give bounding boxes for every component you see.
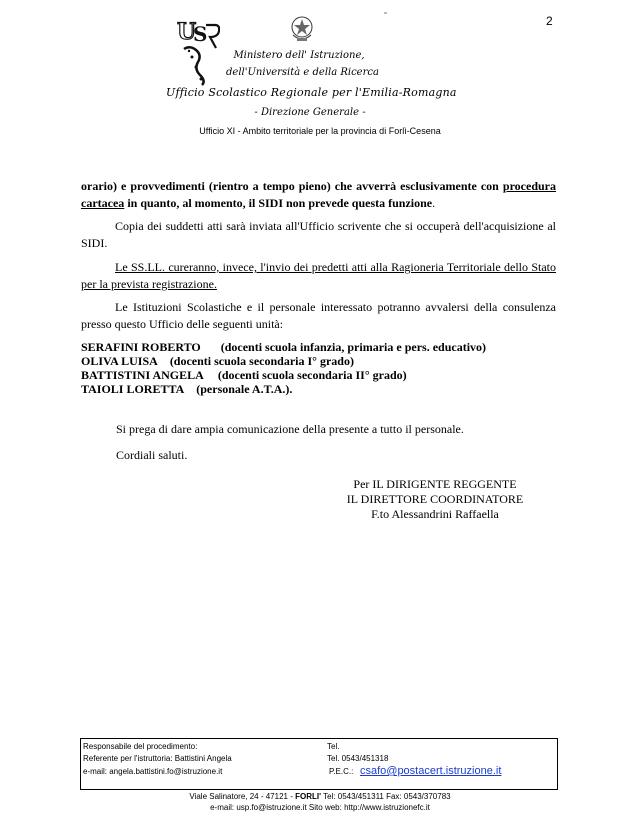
contact-name: BATTISTINI ANGELA: [81, 368, 204, 382]
referent-email[interactable]: e-mail: angela.battistini.fo@istruzione.it: [83, 767, 223, 776]
paragraph-procedure-text-2: in quanto, al momento, il SIDI non prevede questa funzione: [124, 196, 433, 210]
address-phone-fax: Tel: 0543/451311 Fax: 0543/370783: [321, 792, 451, 801]
responsible-label: Responsabile del procedimento:: [83, 742, 198, 751]
svg-text:S: S: [193, 22, 208, 46]
contact-name: TAIOLI LORETTA: [81, 382, 185, 396]
paragraph-ragioneria: Le SS.LL. cureranno, invece, l'invio dei predetti atti alla Ragioneria Territoriale dello Stato per la prevista registrazione.: [81, 260, 556, 291]
svg-text:U: U: [177, 19, 197, 45]
contact-name: OLIVA LUISA: [81, 354, 158, 368]
header-general-direction: - Direzione Generale -: [254, 107, 366, 118]
page-number: 2: [546, 14, 553, 28]
signature-line2: IL DIRETTORE COORDINATORE: [346, 492, 524, 506]
tel-label: Tel.: [327, 742, 340, 751]
header-regional-office: Ufficio Scolastico Regionale per l'Emilia-Romagna: [166, 86, 457, 99]
contact-row: [81, 340, 486, 354]
contact-row: [81, 354, 354, 368]
paragraph-consulenza: Le Istituzioni Scolastiche e il personale interessato potranno avvalersi della consulenza presso questo Ufficio delle seguenti unità:: [81, 300, 556, 331]
paragraph-copy: Copia dei suddetti atti sarà inviata all'Ufficio scrivente che si occuperà dell'acquisizione al SIDI.: [81, 219, 556, 250]
italian-republic-emblem: [290, 15, 314, 43]
pec-label: P.E.C.:: [329, 767, 354, 776]
pec-email-link[interactable]: csafo@postacert.istruzione.it: [359, 765, 502, 777]
paragraph-procedure-end: .: [432, 196, 436, 210]
header-university: dell'Università e della Ricerca: [226, 67, 379, 78]
scan-mark: [384, 12, 387, 14]
contact-role: (personale A.T.A.).: [196, 382, 293, 396]
contact-role: (docenti scuola secondaria II° grado): [217, 368, 407, 382]
address-city: FORLI': [295, 792, 321, 801]
signature-line3: F.to Alessandrini Raffaella: [371, 507, 499, 521]
contact-name: SERAFINI ROBERTO: [81, 340, 201, 354]
paragraph-communication: Si prega di dare ampia comunicazione della presente a tutto il personale.: [116, 422, 464, 436]
underlined-cartacea: cartacea: [81, 196, 125, 210]
paragraph-procedure: [81, 178, 556, 212]
closing-greeting: Cordiali saluti.: [116, 448, 188, 462]
contact-role: (docenti scuola secondaria I° grado): [169, 354, 354, 368]
paragraph-procedure-text: orario) e provvedimenti (rientro a tempo pieno) che avverrà esclusivamente con: [81, 179, 503, 193]
underlined-procedura: procedura: [502, 179, 556, 193]
contact-role: (docenti scuola infanzia, primaria e pers. educativo): [220, 340, 487, 354]
referent-label: Referente per l'istruttoria: Battistini Angela: [83, 754, 232, 763]
address-line: [120, 792, 520, 801]
header-office-area: Ufficio XI - Ambito territoriale per la provincia di Forlì-Cesena: [199, 126, 441, 136]
contact-row: [81, 382, 292, 396]
usr-logo: [176, 17, 220, 87]
signature-block: [340, 477, 530, 522]
pec-row: [329, 765, 501, 777]
signature-line1: Per IL DIRIGENTE REGGENTE: [353, 477, 517, 491]
email-website-line: e-mail: usp.fo@istruzione.it Sito web: http://www.istruzionefc.it: [210, 803, 430, 812]
footer-contact-box: [80, 738, 558, 790]
tel-value: Tel. 0543/451318: [327, 754, 389, 763]
header-ministry: Ministero dell' Istruzione,: [233, 50, 365, 61]
contact-row: [81, 368, 407, 382]
address-street: Viale Salinatore, 24 - 47121 -: [189, 792, 296, 801]
